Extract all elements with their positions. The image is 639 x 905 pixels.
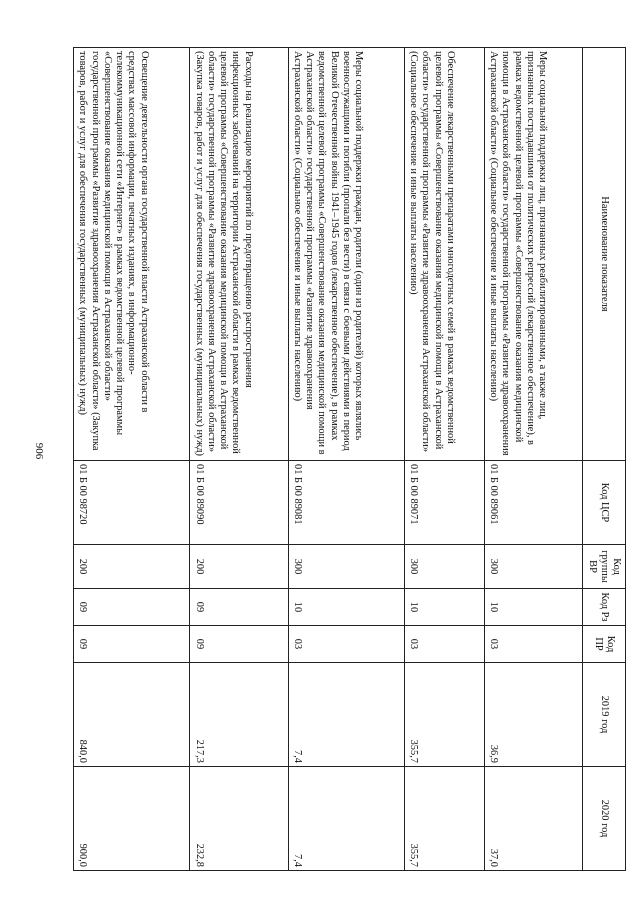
row-name: Меры социальной поддержки лиц, признанных реабилитированными, а также лиц, признанных пострадавшими от политических репрессий (лекарственное обеспечение), в рамках ведомственной целевой программы «Совершенствование оказания медицинской помощи в Астраханской области» государственной программы «Развитие здравоохранения Астраханской области» (Социальное обеспечение и иные выплаты населению) bbox=[484, 48, 582, 461]
row-2020: 7,4 bbox=[288, 767, 404, 871]
header-vr: Код группы ВР bbox=[583, 545, 626, 589]
row-csr: 01 Б 00 89081 bbox=[288, 461, 404, 545]
budget-table bbox=[73, 47, 626, 871]
row-2019: 355,7 bbox=[404, 663, 484, 767]
header-rz: Код Рз bbox=[583, 589, 626, 626]
header-2019: 2019 год bbox=[583, 663, 626, 767]
table-row bbox=[404, 48, 484, 871]
row-csr: 01 Б 00 98720 bbox=[74, 461, 190, 545]
row-csr: 01 Б 00 89090 bbox=[190, 461, 288, 545]
row-pr: 03 bbox=[288, 626, 404, 663]
row-csr: 01 Б 00 89071 bbox=[404, 461, 484, 545]
row-vr: 300 bbox=[404, 545, 484, 589]
header-name: Наименование показателя bbox=[583, 48, 626, 461]
row-2019: 217,3 bbox=[190, 663, 288, 767]
row-2019: 840,0 bbox=[74, 663, 190, 767]
row-rz: 09 bbox=[190, 589, 288, 626]
row-2020: 355,7 bbox=[404, 767, 484, 871]
row-name: Освещение деятельности органа государственной власти Астраханской области в средствах массовой информации, печатных изданиях, в информационно-телекоммуникационной сети «Интернет» в рамках ведомственной целевой программы «Совершенствование оказания медицинской помощи в Астраханской области» государственной программы «Развитие здравоохранения Астраханской области» (Закупка товаров, работ и услуг для обеспечения государственных (муниципальных) нужд) bbox=[74, 48, 190, 461]
row-vr: 200 bbox=[190, 545, 288, 589]
header-2020: 2020 год bbox=[583, 767, 626, 871]
header-row bbox=[583, 48, 626, 871]
table-row bbox=[74, 48, 190, 871]
table-row bbox=[288, 48, 404, 871]
rotated-table-container bbox=[73, 47, 626, 870]
row-2020: 232,8 bbox=[190, 767, 288, 871]
header-csr: Код ЦСР bbox=[583, 461, 626, 545]
table-row bbox=[190, 48, 288, 871]
row-2020: 900,0 bbox=[74, 767, 190, 871]
row-2019: 36,9 bbox=[484, 663, 582, 767]
row-pr: 09 bbox=[190, 626, 288, 663]
header-pr: Код ПР bbox=[583, 626, 626, 663]
row-2019: 7,4 bbox=[288, 663, 404, 767]
row-name: Расходы на реализацию мероприятий по предотвращению распространения инфекционных заболеваний на территории Астраханской области в рамках ведомственной целевой программы «Совершенствование оказания медицинской помощи в Астраханской области» государственной программы «Развитие здравоохранения Астраханской области» (Закупка товаров, работ и услуг для обеспечения государственных (муниципальных) нужд) bbox=[190, 48, 288, 461]
row-rz: 10 bbox=[404, 589, 484, 626]
page-number: 906 bbox=[33, 442, 45, 460]
row-rz: 10 bbox=[288, 589, 404, 626]
row-vr: 300 bbox=[484, 545, 582, 589]
row-vr: 200 bbox=[74, 545, 190, 589]
row-rz: 09 bbox=[74, 589, 190, 626]
row-name: Меры социальной поддержки граждан, родители (один из родителей) которых являлись военнослужащими и погибли (пропали без вести) в связи с боевыми действиями в период Великой Отечественной войны 1941–1945 годов (лекарственное обеспечение), в рамках ведомственной целевой программы «Совершенствование оказания медицинской помощи в Астраханской области» государственной программы «Развитие здравоохранения Астраханской области» (Социальное обеспечение и иные выплаты населению) bbox=[288, 48, 404, 461]
table-row bbox=[484, 48, 582, 871]
row-name: Обеспечение лекарственными препаратами многодетных семей в рамках ведомственной целевой программы «Совершенствование оказания медицинской помощи в Астраханской области» государственной программы «Развитие здравоохранения Астраханской области» (Социальное обеспечение и иные выплаты населению) bbox=[404, 48, 484, 461]
table-frame bbox=[73, 47, 626, 870]
row-vr: 300 bbox=[288, 545, 404, 589]
row-pr: 03 bbox=[484, 626, 582, 663]
row-2020: 37,0 bbox=[484, 767, 582, 871]
row-csr: 01 Б 00 89061 bbox=[484, 461, 582, 545]
row-rz: 10 bbox=[484, 589, 582, 626]
row-pr: 03 bbox=[404, 626, 484, 663]
row-pr: 09 bbox=[74, 626, 190, 663]
